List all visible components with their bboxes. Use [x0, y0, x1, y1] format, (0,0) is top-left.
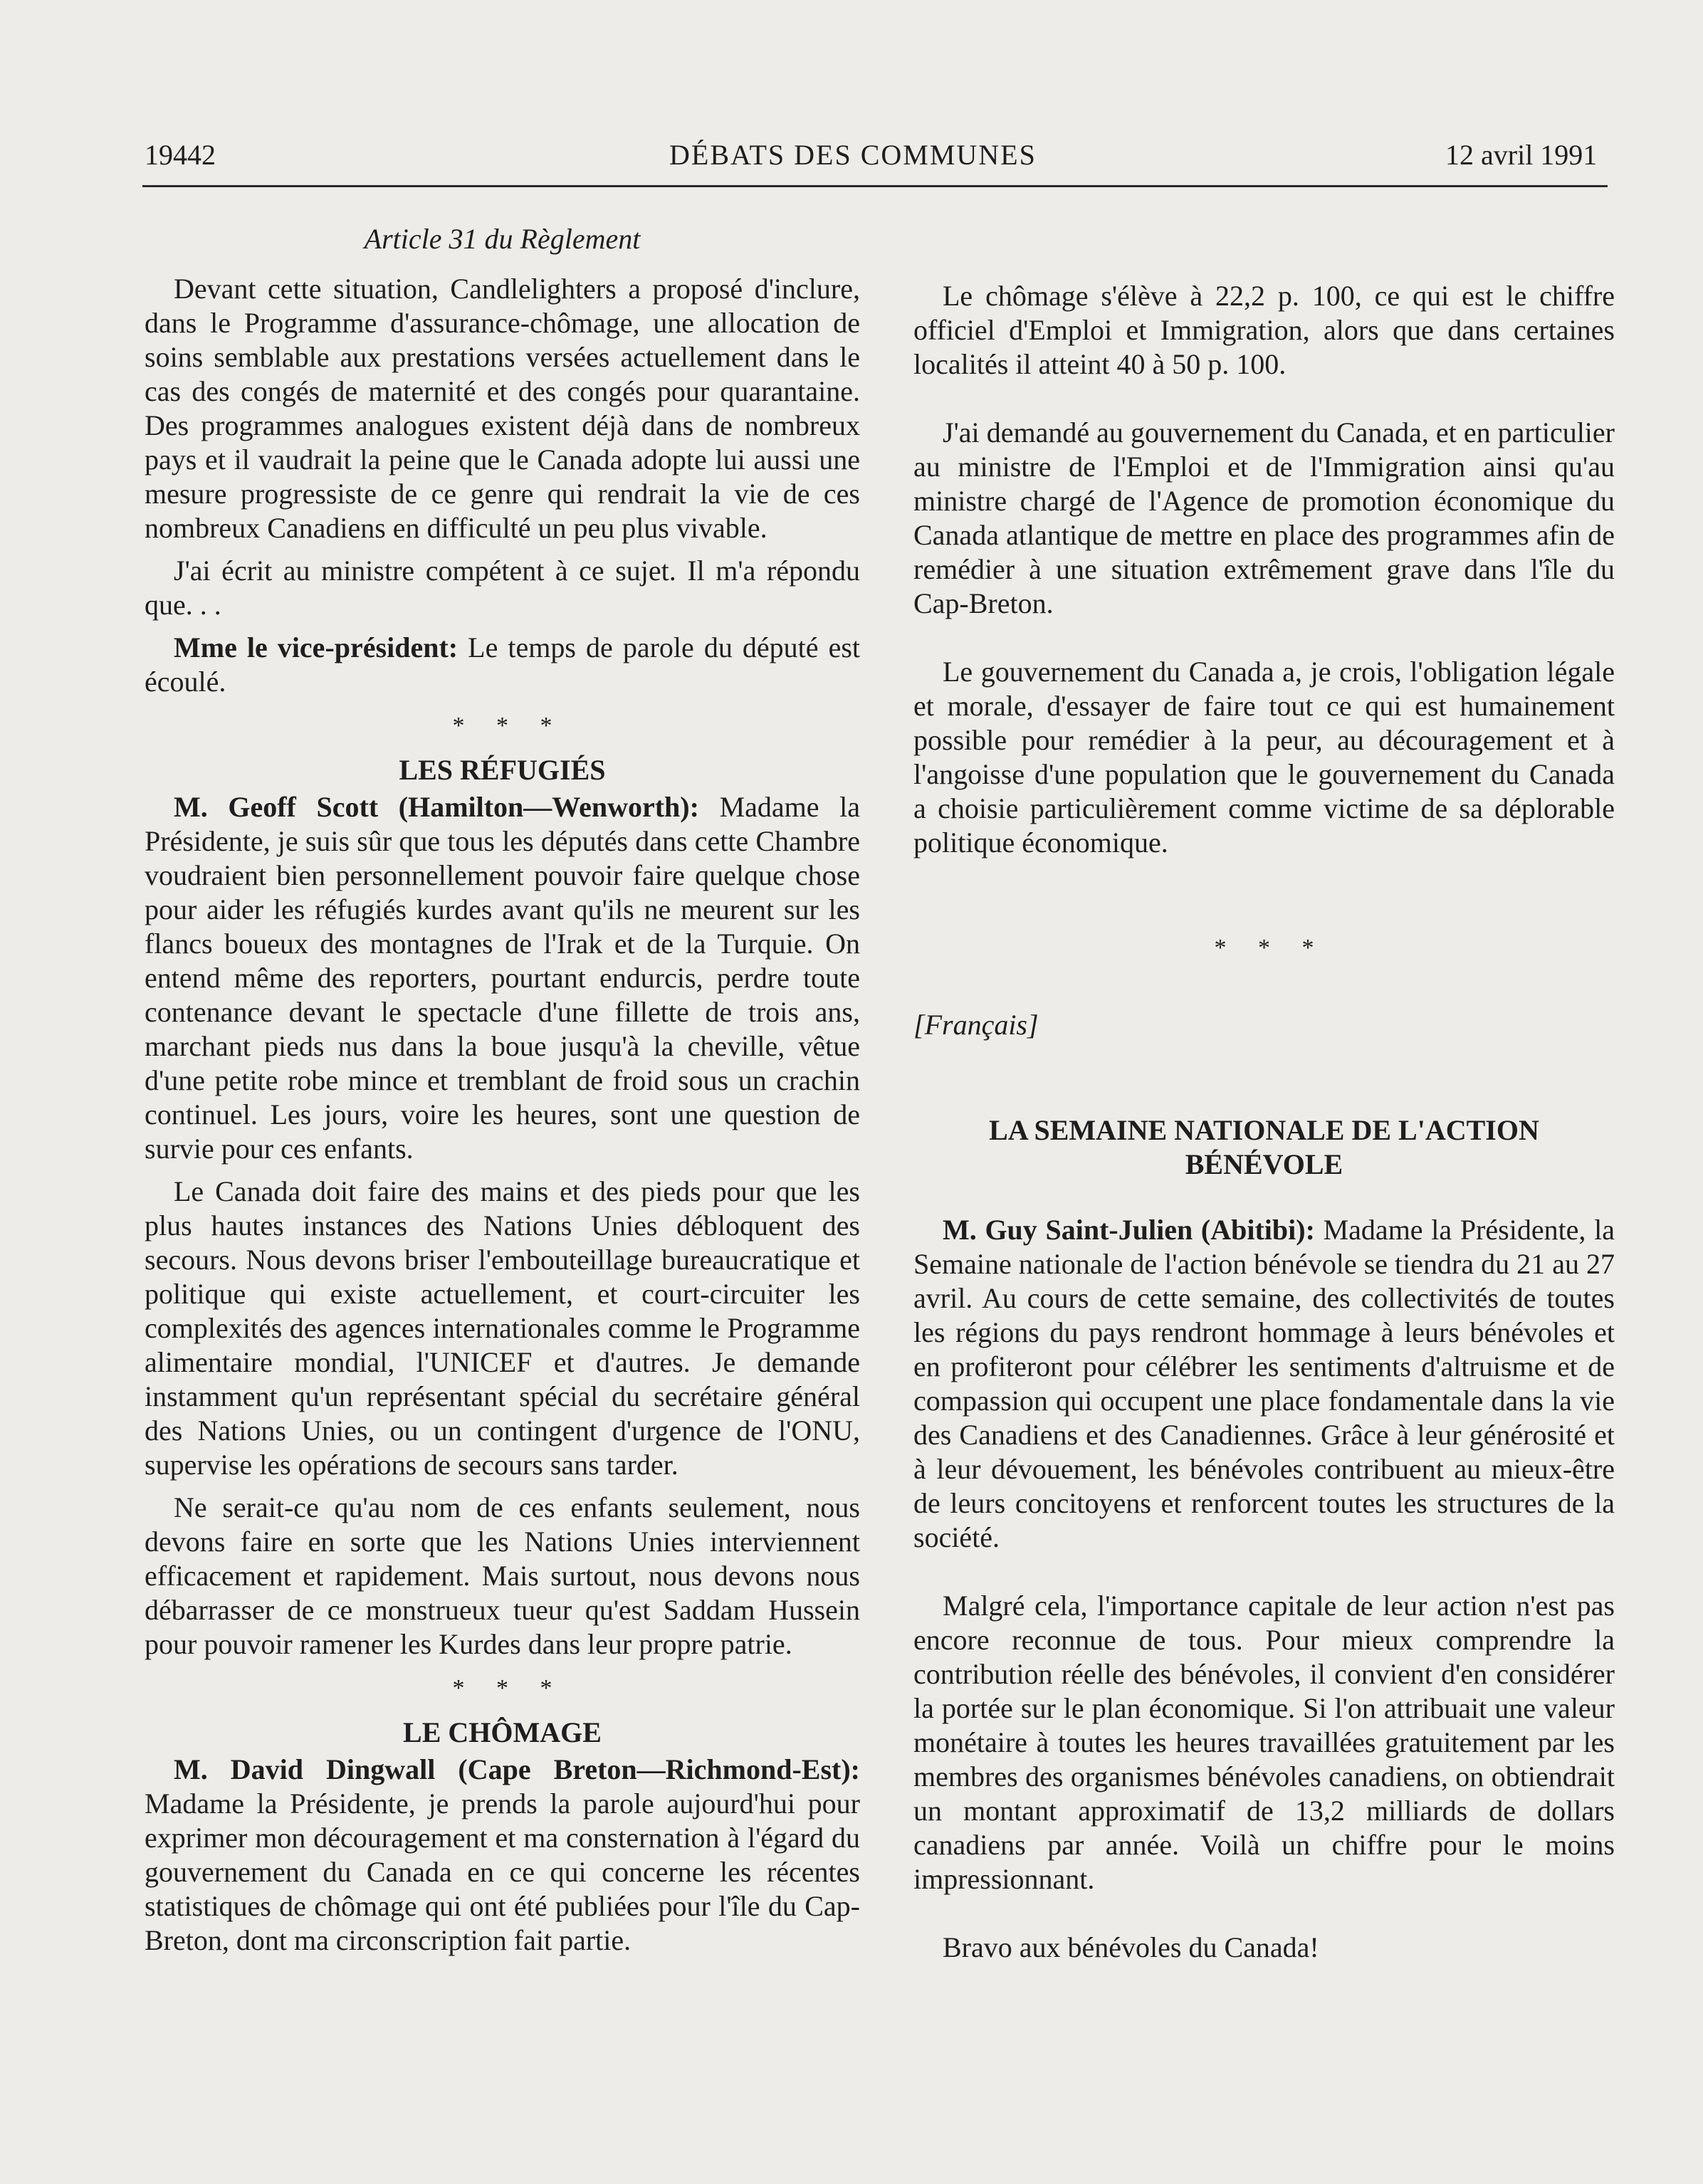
publication-title: DÉBATS DES COMMUNES	[669, 139, 1037, 171]
speaker-name: M. Guy Saint-Julien (Abitibi):	[943, 1214, 1315, 1246]
paragraph: J'ai demandé au gouvernement du Canada, et en particulier au ministre de l'Emploi et de l'Immigration ainsi qu'au ministre chargé de l'Agence de promotion économique du Canada atlantique de mettre en place des programmes afin de remédier à une situation extrêmement grave dans l'île du Cap-Breton.	[913, 416, 1615, 619]
left-column	[145, 214, 860, 1958]
section-separator: * * *	[452, 1675, 565, 1701]
section-title	[913, 1113, 1615, 1182]
page-number: 19442	[145, 139, 216, 171]
speech-text: Le temps de parole du député est écoulé.	[145, 631, 861, 698]
paragraph: Devant cette situation, Candlelighters a proposé d'inclure, dans le Programme d'assurance-chômage, une allocation de soins semblable aux prestations versées actuellement dans le cas des congés de maternité et des congés pour quarantaine. Des programmes analogues existent déjà dans de nombreux pays et il vaudrait la peine que le Canada adopte lui aussi une mesure progressiste de ce genre qui rendrait la vie de ces nombreux Canadiens en difficulté un peu plus vivable.	[145, 273, 860, 544]
paragraph: Le gouvernement du Canada a, je crois, l'obligation légale et morale, d'essayer de faire tout ce qui est humainement possible pour remédier à la peur, au découragement et à l'angoisse d'une population que le gouvernement du Canada a choisie particulièrement comme victime de sa déplorable politique économique.	[913, 656, 1615, 859]
paragraph: Bravo aux bénévoles du Canada!	[943, 1931, 1319, 1963]
paragraph	[145, 631, 860, 699]
paragraph: Le Canada doit faire des mains et des pieds pour que les plus hautes instances des Nations Unies débloquent des secours. Nous devons briser l'embouteillage bureaucratique et politique qui existe actuellement, et court-circuiter les complexités des agences internationales comme le Programme alimentaire mondial, l'UNICEF et d'autres. Je demande instamment qu'un représentant spécial du secrétaire général des Nations Unies, ou un contingent d'urgence de l'ONU, supervise les opérations de secours sans tarder.	[145, 1175, 860, 1481]
paragraph	[145, 1753, 860, 1958]
section-title-line: LA SEMAINE NATIONALE DE L'ACTION	[989, 1114, 1539, 1146]
paragraph	[145, 790, 860, 1166]
right-column	[913, 214, 1615, 1965]
language-marker: [Français]	[913, 1009, 1039, 1041]
section-title: LES RÉFUGIÉS	[399, 754, 606, 786]
speaker-name: M. David Dingwall (Cape Breton—Richmond-Est):	[174, 1753, 860, 1785]
section-separator: * * *	[1214, 935, 1327, 961]
speech-text: Madame la Présidente, je suis sûr que tous les députés dans cette Chambre voudraient bien personnellement pouvoir faire quelque chose pour aider les réfugiés kurdes avant qu'ils ne meurent sur les flancs boueux des montagnes de l'Irak et de la Turquie. On entend même des reporters, pourtant endurcis, perdre toute contenance devant le spectacle d'une fillette de trois ans, marchant pieds nus dans la boue jusqu'à la cheville, vêtue d'une petite robe mince et tremblant de froid sous un crachin continuel. Les jours, voire les heures, sont une question de survie pour ces enfants.	[145, 791, 860, 1165]
speaker-name: Mme le vice-président:	[174, 631, 459, 663]
paragraph	[913, 1213, 1615, 1555]
paragraph: Malgré cela, l'importance capitale de leur action n'est pas encore reconnue de tous. Pour mieux comprendre la contribution réelle des bénévoles, il convient d'en considérer la portée sur le plan économique. Si l'on attribuait une valeur monétaire à toutes les heures travaillées gratuitement par les membres des organismes bénévoles canadiens, on obtiendrait un montant approximatif de 13,2 milliards de dollars canadiens par année. Voilà un chiffre pour le moins impressionnant.	[913, 1590, 1615, 1895]
section-separator: * * *	[452, 713, 565, 739]
section-title-line: BÉNÉVOLE	[1185, 1148, 1343, 1180]
section-title: LE CHÔMAGE	[403, 1716, 602, 1748]
paragraph: Le chômage s'élève à 22,2 p. 100, ce qui est le chiffre officiel d'Emploi et Immigration, alors que dans certaines localités il atteint 40 à 50 p. 100.	[913, 280, 1615, 380]
publication-date: 12 avril 1991	[1445, 139, 1598, 171]
paragraph: Ne serait-ce qu'au nom de ces enfants seulement, nous devons faire en sorte que les Nations Unies interviennent efficacement et rapidement. Mais surtout, nous devons nous débarrasser de ce monstrueux tueur qu'est Saddam Hussein pour pouvoir ramener les Kurdes dans leur propre patrie.	[145, 1491, 860, 1660]
speech-text: Madame la Présidente, je prends la parole aujourd'hui pour exprimer mon découragement et ma consternation à l'égard du gouvernement du Canada en ce qui concerne les récentes statistiques de chômage qui ont été publiées pour l'île du Cap-Breton, dont ma circonscription fait partie.	[145, 1787, 860, 1956]
section-label: Article 31 du Règlement	[364, 223, 641, 255]
speaker-name: M. Geoff Scott (Hamilton—Wenworth):	[174, 791, 699, 823]
paragraph: J'ai écrit au ministre compétent à ce sujet. Il m'a répondu que. . .	[145, 555, 860, 621]
speech-text: Madame la Présidente, la Semaine nationale de l'action bénévole se tiendra du 21 au 27 avril. Au cours de cette semaine, des collectivités de toutes les régions du pays rendront hommage à leurs bénévoles et en profiteront pour célébrer les sentiments d'altruisme et de compassion qui occupent une place fondamentale dans la vie des Canadiens et des Canadiennes. Grâce à leur générosité et à leur dévouement, les bénévoles contribuent au mieux-être de leurs concitoyens et renforcent toutes les structures de la société.	[913, 1214, 1615, 1553]
header-rule	[142, 185, 1608, 187]
